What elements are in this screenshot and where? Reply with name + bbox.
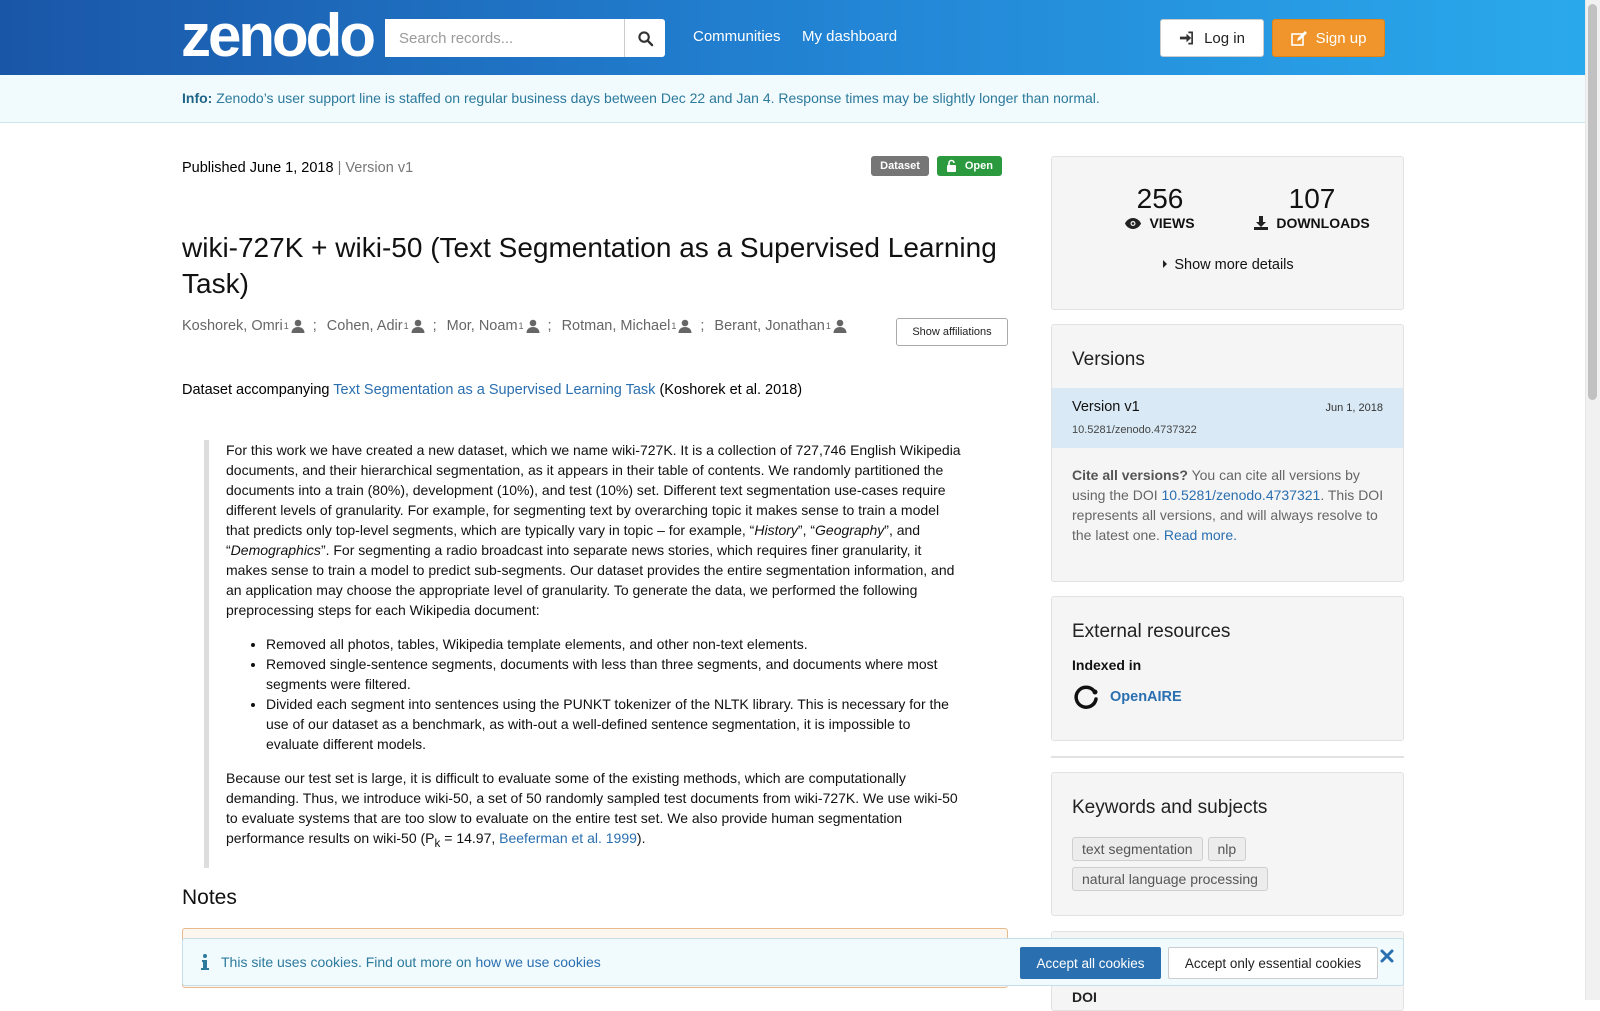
creator-3[interactable] xyxy=(447,318,540,334)
resource-type-badge[interactable]: Dataset xyxy=(871,156,929,176)
creator-name: Mor, Noam xyxy=(446,318,518,334)
cite-text: You can cite all versions by using the DOI xyxy=(1072,467,1360,503)
openaire-link[interactable] xyxy=(1072,683,1182,711)
versions-heading: Versions xyxy=(1072,349,1145,370)
views-count: 256 xyxy=(1136,183,1184,214)
openaire-icon xyxy=(1072,683,1100,711)
downloads-stat xyxy=(1247,183,1377,231)
version-label: Version v1 xyxy=(345,160,414,176)
person-icon xyxy=(833,319,847,333)
creator-affiliation: 1 xyxy=(283,321,289,331)
sign-in-icon xyxy=(1179,31,1194,45)
creator-name: Cohen, Adir xyxy=(326,318,403,334)
record-title: wiki-727K + wiki-50 (Text Segmentation as a Supervised Learning Task) xyxy=(182,232,997,299)
info-label: Info: xyxy=(182,90,213,106)
cite-text: . This DOI represents all versions, and will always resolve to the latest one. xyxy=(1072,487,1384,543)
text-span: ”, “ xyxy=(797,522,816,538)
creator-affiliation: 1 xyxy=(825,321,831,331)
creator-affiliation: 1 xyxy=(671,321,677,331)
person-icon xyxy=(411,319,425,333)
scrollbar-thumb[interactable] xyxy=(1588,4,1597,400)
keyword-tag[interactable]: text segmentation xyxy=(1072,837,1203,861)
show-affiliations-button[interactable]: Show affiliations xyxy=(896,318,1008,346)
indexed-in-label: Indexed in xyxy=(1072,657,1142,673)
text-span: ). xyxy=(636,830,646,846)
keyword-tags xyxy=(1072,837,1392,891)
cite-bold: Cite all versions? xyxy=(1072,467,1188,483)
reference-link[interactable]: Beeferman et al. 1999 xyxy=(499,830,637,846)
text-span: ”, and “ xyxy=(226,522,921,558)
accept-all-cookies-button[interactable]: Accept all cookies xyxy=(1020,947,1161,979)
version-separator: | xyxy=(337,160,342,176)
intro-citation: (Koshorek et al. 2018) xyxy=(655,382,803,398)
creator-5[interactable] xyxy=(714,318,846,334)
creator-affiliation: 1 xyxy=(518,321,524,331)
read-more-link[interactable]: Read more. xyxy=(1163,527,1237,543)
download-icon xyxy=(1254,216,1268,230)
creator-separator: ; xyxy=(432,318,437,334)
info-text: Zenodo’s user support line is staffed on regular business days between Dec 22 and Jan 4. Response times may be slightly longer than normal. xyxy=(216,90,1100,106)
notes-heading: Notes xyxy=(182,886,237,909)
unlock-icon xyxy=(946,160,957,172)
creator-affiliation: 1 xyxy=(403,321,409,331)
signup-label: Sign up xyxy=(1315,29,1367,47)
description-intro xyxy=(182,382,802,398)
person-icon xyxy=(678,319,692,333)
search-bar xyxy=(385,19,665,57)
zenodo-logo[interactable] xyxy=(181,2,373,69)
intro-text: Dataset accompanying xyxy=(182,382,334,398)
show-more-label: Show more details xyxy=(1174,257,1294,273)
search-input[interactable] xyxy=(385,19,624,57)
subscript: k xyxy=(434,836,441,850)
keyword-tag[interactable]: nlp xyxy=(1208,837,1247,861)
downloads-label: DOWNLOADS xyxy=(1276,215,1370,231)
access-label: Open xyxy=(964,160,993,172)
creator-separator: ; xyxy=(312,318,317,334)
svg-text:zenodo: zenodo xyxy=(181,2,373,69)
publication-info xyxy=(182,160,413,176)
signup-button[interactable] xyxy=(1272,19,1385,57)
creator-name: Koshorek, Omri xyxy=(182,318,283,334)
list-item: • Divided each segment into sentences using the PUNKT tokenizer of the NLTK library. This is necessary for the use of our dataset as a benchmark, as with-out a well-defined sentence segmentation, it is impossible to evaluate different models. xyxy=(266,694,964,754)
views-label: VIEWS xyxy=(1149,215,1195,231)
text-span: For this work we have created a new dataset, which we name wiki-727K. It is a collection of 727,746 English Wikipedia documents, and their hierarchical segmentation, as it appears in their table of contents. We randomly partitioned the documents into a train (80%), development (10%), and test (10%) set. Different text segmentation use-cases require different levels of granularity. For example, for segmenting text by overarching topic it makes sense to train a model that predicts only top-level segments, which are typically vary in topic – for example, “ xyxy=(226,442,961,538)
concept-doi-link[interactable]: 10.5281/zenodo.4737321 xyxy=(1161,487,1321,503)
downloads-count: 107 xyxy=(1288,183,1336,214)
emphasis: Geography xyxy=(815,522,885,538)
emphasis: Demographics xyxy=(230,542,321,558)
sidebar-divider xyxy=(1051,756,1404,758)
list-item: • Removed single-sentence segments, documents with less than three segments, and documents where most segments were filtered. xyxy=(266,654,964,694)
text-span: ”. For segmenting a radio broadcast into separate news stories, which requires finer granularity, it makes sense to train a model to predict sub-segments. Our dataset provides the entire segmentation information, and an application may choose the appropriate level of granularity. To generate the data, we performed the following preprocessing steps for each Wikipedia document: xyxy=(226,542,955,618)
info-icon xyxy=(201,954,209,970)
login-button[interactable] xyxy=(1160,19,1264,57)
cookie-message: This site uses cookies. Find out more on xyxy=(221,954,476,970)
cookie-policy-link[interactable]: how we use cookies xyxy=(475,954,601,970)
version-doi: 10.5281/zenodo.4737322 xyxy=(1072,424,1197,436)
keywords-panel xyxy=(1051,772,1404,916)
creator-separator: ; xyxy=(700,318,705,334)
version-item[interactable] xyxy=(1052,388,1403,448)
creator-name: Berant, Jonathan xyxy=(714,318,825,334)
caret-right-icon xyxy=(1161,259,1169,269)
top-navbar xyxy=(0,0,1585,75)
paper-link[interactable]: Text Segmentation as a Supervised Learning Task xyxy=(333,382,656,398)
cookie-text xyxy=(221,954,601,970)
creator-4[interactable] xyxy=(562,318,693,334)
creator-1[interactable] xyxy=(182,318,305,334)
access-badge[interactable] xyxy=(937,156,1002,176)
openaire-label: OpenAIRE xyxy=(1110,689,1182,705)
nav-communities[interactable]: Communities xyxy=(693,28,781,45)
person-icon xyxy=(291,319,305,333)
search-icon xyxy=(638,31,653,46)
version-date: Jun 1, 2018 xyxy=(1325,402,1383,414)
search-button[interactable] xyxy=(624,19,665,57)
text-span: Because our test set is large, it is difficult to evaluate some of the existing methods, which are computationally demanding. Thus, we introduce wiki-50, a set of 50 randomly sampled test documents from wiki-727K. We use wiki-50 to evaluate systems that are too slow to evaluate on the entire test set. We also provide human segmentation performance results on wiki-50 (P xyxy=(226,770,958,846)
accept-essential-cookies-button[interactable]: Accept only essential cookies xyxy=(1168,947,1378,979)
external-heading: External resources xyxy=(1072,621,1231,642)
nav-my-dashboard[interactable]: My dashboard xyxy=(802,28,898,45)
published-date: Published June 1, 2018 xyxy=(182,160,334,176)
record-badges xyxy=(871,156,1002,176)
text-span: = 14.97, xyxy=(440,830,500,846)
description-paragraph xyxy=(226,768,964,854)
version-name: Version v1 xyxy=(1072,399,1140,415)
preprocessing-list xyxy=(266,634,964,754)
description-paragraph xyxy=(226,440,964,620)
cite-all-versions xyxy=(1072,465,1387,545)
doi-heading: DOI xyxy=(1072,989,1097,1005)
list-item: • Removed all photos, tables, Wikipedia template elements, and other non-text elements. xyxy=(266,634,964,654)
keywords-heading: Keywords and subjects xyxy=(1072,797,1268,818)
eye-icon xyxy=(1125,218,1141,229)
creator-2[interactable] xyxy=(327,318,425,334)
stats-panel xyxy=(1051,156,1404,310)
emphasis: History xyxy=(754,522,798,538)
creator-name: Rotman, Michael xyxy=(561,318,671,334)
login-label: Log in xyxy=(1204,29,1245,47)
info-banner xyxy=(0,75,1585,123)
creator-separator: ; xyxy=(547,318,552,334)
person-icon xyxy=(526,319,540,333)
edit-icon xyxy=(1291,31,1307,46)
close-icon[interactable] xyxy=(1381,950,1393,962)
cookie-banner xyxy=(182,938,1404,986)
show-more-details[interactable] xyxy=(1052,257,1403,273)
creators-list xyxy=(182,318,847,334)
keyword-tag[interactable]: natural language processing xyxy=(1072,867,1268,891)
external-resources-panel xyxy=(1051,596,1404,741)
views-stat xyxy=(1110,183,1210,231)
description-blockquote xyxy=(204,440,964,868)
versions-panel xyxy=(1051,324,1404,582)
